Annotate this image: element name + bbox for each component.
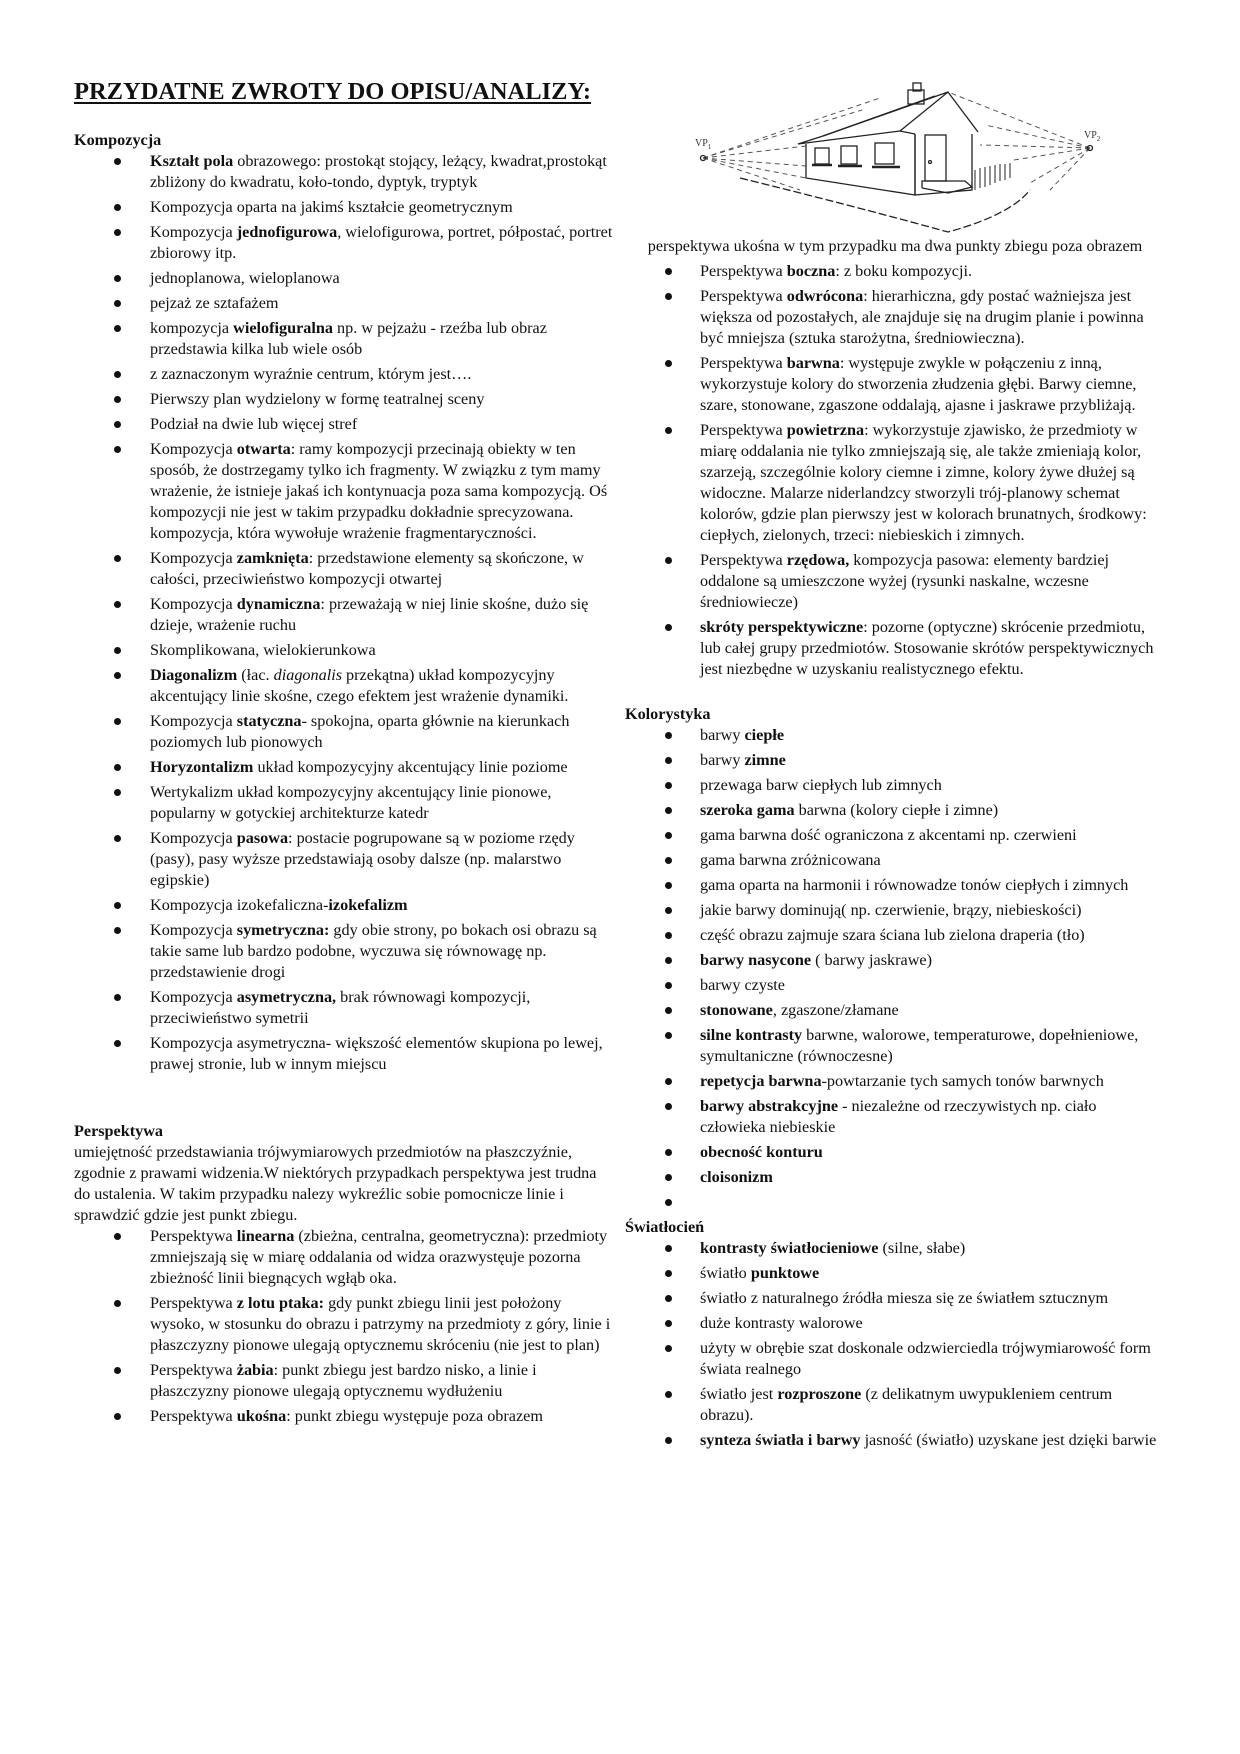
item-text: : przeważają w niej linie skośne, dużo się dzieje, wrażenie ruchu	[150, 595, 589, 634]
bullet-icon	[114, 371, 121, 378]
bold-term: rzędowa,	[786, 551, 850, 569]
item-text: Podział na dwie lub więcej stref	[150, 415, 358, 433]
bold-term: symetryczna:	[236, 921, 330, 939]
vp2-label: $VP_2$	[1084, 130, 1101, 143]
list-item	[74, 757, 614, 778]
item-text: gama barwna dość ograniczona z akcentami np. czerwieni	[700, 826, 1077, 844]
bullet-icon	[114, 1367, 121, 1374]
item-text: Perspektywa	[700, 421, 787, 439]
section-heading-kompozycja: Kompozycja	[74, 131, 162, 149]
item-text: Perspektywa	[700, 287, 787, 305]
item-text: (silne, słabe)	[878, 1239, 966, 1257]
bullet-icon	[665, 1437, 672, 1444]
bold-term: wielofiguralna	[233, 319, 333, 337]
item-text: przewaga barw ciepłych lub zimnych	[700, 776, 942, 794]
bullet-icon	[665, 1199, 672, 1206]
list-item	[74, 548, 614, 590]
bold-term: ciepłe	[744, 726, 785, 744]
item-text: Pierwszy plan wydzielony w formę teatralnej sceny	[150, 390, 485, 408]
item-text: Kompozycja asymetryczna- większość elementów skupiona po lewej, prawej stronie, lub w innym miejscu	[150, 1034, 603, 1073]
list-item	[625, 1313, 1165, 1334]
item-text: Perspektywa	[700, 354, 787, 372]
bold-term: linearna	[236, 1227, 295, 1245]
section-perspektywa-continued	[625, 261, 1165, 680]
bold-term: kontrasty światłocieniowe	[700, 1239, 879, 1257]
item-text: światło z naturalnego źródła miesza się ze światłem sztucznym	[700, 1289, 1109, 1307]
list-item	[74, 782, 614, 824]
bold-term: barwy abstrakcyjne	[700, 1097, 839, 1115]
bullet-icon	[114, 994, 121, 1001]
bold-term: Diagonalizm	[150, 666, 238, 684]
bullet-icon	[665, 982, 672, 989]
item-text: jednoplanowa, wieloplanowa	[150, 269, 340, 287]
list-item	[74, 222, 614, 264]
item-text: : punkt zbiegu jest bardzo nisko, a linie i płaszczyzny pionowe ulegają optycznemu wydłużeniu	[150, 1361, 537, 1400]
list-item	[74, 268, 614, 289]
bold-term: pasowa	[236, 829, 289, 847]
bullet-icon	[114, 718, 121, 725]
bold-term: boczna	[786, 262, 836, 280]
figure-caption: perspektywa ukośna w tym przypadku ma dwa punkty zbiegu poza obrazem	[647, 237, 1143, 255]
list-item	[625, 800, 1165, 821]
list-item	[625, 261, 1165, 282]
list-item	[625, 1263, 1165, 1284]
section-heading-perspektywa: Perspektywa	[74, 1122, 164, 1140]
bullet-icon	[665, 1149, 672, 1156]
item-text: gdy punkt zbiegu linii jest położony wysoko, w stosunku do obrazu i patrzymy na przedmioty z góry, linie i płaszczyzny pionowe ulegają optycznemu skróceniu (nie jest to plan)	[150, 1294, 611, 1354]
bold-term: zamknięta	[236, 549, 309, 567]
bold-term: skróty perspektywiczne	[700, 618, 864, 636]
bullet-icon	[665, 757, 672, 764]
bold-term: barwna	[786, 354, 840, 372]
list-item	[625, 1384, 1165, 1426]
item-text: Kompozycja	[150, 829, 237, 847]
bold-term: Kształt pola	[150, 152, 234, 170]
bullet-icon	[665, 1007, 672, 1014]
item-text: : wykorzystuje zjawisko, że przedmioty w miarę oddalania nie tylko zmniejszają się, ale także zmieniają kolor, szarzeją, szczególnie kolory ciemne i zimne, kolory żywe dłużej są widoczne. Malarze niderlandzcy stworzyli trój-planowy schemat kolorów, gdzie plan pierwszy jest w kolorach brunatnych, środkowy: ciepłych, zielonych, trzeci: niebieskich i zimnych.	[700, 421, 1147, 544]
spacer	[625, 684, 1165, 704]
item-text: Perspektywa	[700, 262, 787, 280]
bullet-icon	[114, 764, 121, 771]
list-item	[625, 925, 1165, 946]
item-text: Kompozycja	[150, 595, 237, 613]
bullet-icon	[665, 782, 672, 789]
item-text: barwy	[700, 751, 745, 769]
item-text: brak równowagi kompozycji, przeciwieństwo symetrii	[150, 988, 531, 1027]
bullet-icon	[665, 1174, 672, 1181]
item-text: barwy czyste	[700, 976, 785, 994]
bold-term: obecność konturu	[700, 1143, 823, 1161]
bullet-icon	[665, 732, 672, 739]
section-kolorystyka	[625, 704, 1165, 1213]
list-item	[74, 1406, 614, 1427]
list-item	[74, 318, 614, 360]
bold-term: otwarta	[236, 440, 291, 458]
bullet-icon	[114, 229, 121, 236]
perspektywa-continued-list	[625, 261, 1165, 680]
section-heading-swiatlocien: Światłocień	[625, 1218, 705, 1236]
bullet-icon	[114, 789, 121, 796]
bullet-icon	[114, 1413, 121, 1420]
item-text: obrazowego: prostokąt stojący, leżący, kwadrat,prostokąt zbliżony do kwadratu, koło-tondo, dyptyk, tryptyk	[150, 152, 607, 191]
vp1-label: $VP_1$	[695, 138, 712, 151]
bold-term: izokefalizm	[328, 896, 408, 914]
item-text: : hierarhiczna, gdy postać ważniejsza jest większa od pozostałych, ale znajduje się na drugim planie i powinna być mniejsza (sztuka starożytna, średniowieczna).	[700, 287, 1144, 347]
bullet-icon	[665, 557, 672, 564]
list-item	[625, 1167, 1165, 1188]
bold-term: silne kontrasty	[700, 1026, 803, 1044]
bullet-icon	[114, 835, 121, 842]
list-item	[74, 895, 614, 916]
list-item	[625, 1430, 1165, 1451]
bullet-icon	[114, 647, 121, 654]
list-item	[625, 825, 1165, 846]
item-text: kompozycja	[150, 319, 234, 337]
list-item	[74, 151, 614, 193]
item-text: Kompozycja	[150, 549, 237, 567]
list-item	[625, 353, 1165, 416]
bullet-icon	[665, 1078, 672, 1085]
spacer	[74, 1079, 614, 1121]
item-text: : punkt zbiegu występuje poza obrazem	[286, 1407, 543, 1425]
item-text: z zaznaczonym wyraźnie centrum, którym jest….	[150, 365, 472, 383]
item-text: światło jest	[700, 1385, 778, 1403]
item-text: światło	[700, 1264, 751, 1282]
bold-term: rozproszone	[777, 1385, 862, 1403]
item-text: Perspektywa	[150, 1227, 237, 1245]
bullet-icon	[114, 300, 121, 307]
list-item	[625, 420, 1165, 546]
section-kompozycja	[74, 130, 614, 1075]
section-heading-kolorystyka: Kolorystyka	[625, 705, 711, 723]
bullet-icon	[665, 1103, 672, 1110]
list-item	[74, 364, 614, 385]
item-text: Wertykalizm układ kompozycyjny akcentujący linie pionowe, popularny w gotyckiej architekturze katedr	[150, 783, 552, 822]
item-text: (łac.	[237, 666, 274, 684]
item-text: Kompozycja	[150, 712, 237, 730]
item-text: (z delikatnym uwypukleniem centrum obrazu).	[700, 1385, 1113, 1424]
bold-term: dynamiczna	[236, 595, 321, 613]
section-perspektywa	[74, 1121, 614, 1427]
bold-term: żabia	[236, 1361, 274, 1379]
bullet-icon	[665, 1245, 672, 1252]
item-text: pejzaż ze sztafażem	[150, 294, 279, 312]
item-text: Kompozycja	[150, 988, 237, 1006]
list-item	[74, 1033, 614, 1075]
item-text: jakie barwy dominują( np. czerwienie, brązy, niebieskości)	[700, 901, 1082, 919]
bold-term: asymetryczna,	[236, 988, 337, 1006]
list-item	[625, 1096, 1165, 1138]
bullet-icon	[114, 204, 121, 211]
two-point-perspective-house-drawing	[625, 78, 1165, 238]
bullet-icon	[114, 672, 121, 679]
kompozycja-list	[74, 151, 614, 1075]
item-text: : przedstawione elementy są skończone, w całości, przeciwieństwo kompozycji otwartej	[150, 549, 584, 588]
bullet-icon	[114, 555, 121, 562]
bullet-icon	[665, 1032, 672, 1039]
item-text: barwne, walorowe, temperaturowe, dopełnieniowe, symultaniczne (równoczesne)	[700, 1026, 1139, 1065]
left-column	[74, 130, 614, 1431]
page-title: PRZYDATNE ZWROTY DO OPISU/ANALIZY:	[74, 78, 592, 105]
bullet-icon	[114, 325, 121, 332]
item-text: Perspektywa	[150, 1294, 237, 1312]
bold-term: synteza światła i barwy	[700, 1431, 861, 1449]
bullet-icon	[114, 158, 121, 165]
bold-term: punktowe	[750, 1264, 820, 1282]
bullet-icon	[114, 1233, 121, 1240]
item-text: Perspektywa	[700, 551, 787, 569]
perspective-house-figure	[625, 78, 1165, 236]
bold-term: cloisonizm	[700, 1168, 773, 1186]
bullet-icon	[114, 1300, 121, 1307]
bold-term: szeroka gama	[700, 801, 795, 819]
list-item	[625, 725, 1165, 746]
item-text: - spokojna, oparta głównie na kierunkach poziomych lub pionowych	[150, 712, 570, 751]
list-item	[74, 711, 614, 753]
bullet-icon	[665, 1295, 672, 1302]
list-item	[625, 617, 1165, 680]
list-item	[625, 1288, 1165, 1309]
item-text: Kompozycja oparta na jakimś kształcie geometrycznym	[150, 198, 513, 216]
kolorystyka-list	[625, 725, 1165, 1213]
bullet-icon	[114, 1040, 121, 1047]
bullet-icon	[665, 932, 672, 939]
list-item	[74, 439, 614, 544]
item-text: Perspektywa	[150, 1407, 237, 1425]
item-text: : występuje zwykle w połączeniu z inną, wykorzystuje kolory do stworzenia złudzenia głębi. Barwy ciemne, szare, stonowane, zgaszone oddalają, ajasne i jaskrawe przybliżają.	[700, 354, 1137, 414]
bullet-icon	[114, 927, 121, 934]
bullet-icon	[114, 902, 121, 909]
bold-term: ukośna	[236, 1407, 287, 1425]
bold-term: zimne	[744, 751, 786, 769]
item-text: ( barwy jaskrawe)	[811, 951, 932, 969]
list-item	[625, 950, 1165, 971]
bold-term: odwrócona	[786, 287, 864, 305]
list-item	[74, 293, 614, 314]
right-column	[625, 78, 1165, 1455]
list-item	[74, 828, 614, 891]
item-text: gdy obie strony, po bokach osi obrazu są takie same lub bardzo podobne, wyczuwa się równowagę np. przedstawienie drogi	[150, 921, 597, 981]
item-text: Perspektywa	[150, 1361, 237, 1379]
bullet-icon	[665, 807, 672, 814]
bullet-icon	[665, 907, 672, 914]
bullet-icon	[665, 1391, 672, 1398]
item-text: np. w pejzażu - rzeźba lub obraz przedstawia kilka lub wiele osób	[150, 319, 547, 358]
item-text: Skomplikowana, wielokierunkowa	[150, 641, 376, 659]
list-item	[74, 920, 614, 983]
bullet-icon	[665, 427, 672, 434]
list-item	[625, 550, 1165, 613]
list-item	[625, 975, 1165, 996]
list-item	[625, 1071, 1165, 1092]
bullet-icon	[114, 396, 121, 403]
swiatlocien-list	[625, 1238, 1165, 1451]
bullet-icon	[665, 1345, 672, 1352]
list-item	[74, 1226, 614, 1289]
list-item	[74, 1360, 614, 1402]
bullet-icon	[665, 882, 672, 889]
list-item	[74, 665, 614, 707]
bold-term: powietrzna	[786, 421, 865, 439]
list-item	[74, 640, 614, 661]
item-text: - niezależne od rzeczywistych np. ciało człowieka niebieskie	[700, 1097, 1097, 1136]
item-text: użyty w obrębie szat doskonale odzwierciedla trójwymiarowość form świata realnego	[700, 1339, 1151, 1378]
list-item	[625, 900, 1165, 921]
list-item	[625, 1192, 1165, 1213]
list-item	[625, 286, 1165, 349]
bullet-icon	[114, 601, 121, 608]
item-text: , zgaszone/złamane	[772, 1001, 899, 1019]
list-item	[625, 850, 1165, 871]
list-item	[74, 1293, 614, 1356]
item-text: gama barwna zróżnicowana	[700, 851, 881, 869]
item-text: Kompozycja	[150, 440, 237, 458]
bullet-icon	[665, 1320, 672, 1327]
list-item	[74, 987, 614, 1029]
list-item	[625, 1338, 1165, 1380]
list-item	[74, 389, 614, 410]
item-text: barwy	[700, 726, 745, 744]
item-text: Kompozycja	[150, 921, 237, 939]
item-text: -powtarzanie tych samych tonów barwnych	[821, 1072, 1104, 1090]
item-text: układ kompozycyjny akcentujący linie poziome	[253, 758, 568, 776]
list-item	[625, 1142, 1165, 1163]
item-text: Kompozycja	[150, 223, 237, 241]
bullet-icon	[114, 421, 121, 428]
list-item	[625, 750, 1165, 771]
item-text: : z boku kompozycji.	[835, 262, 972, 280]
list-item	[625, 1000, 1165, 1021]
bullet-icon	[665, 624, 672, 631]
item-text: Kompozycja izokefaliczna-	[150, 896, 329, 914]
list-item	[625, 1025, 1165, 1067]
item-text: gama oparta na harmonii i równowadze tonów ciepłych i zimnych	[700, 876, 1129, 894]
item-text: : postacie pogrupowane są w poziome rzędy (pasy), pasy wyższe przedstawiają osoby dalsze (np. malarstwo egipskie)	[150, 829, 575, 889]
item-text: , wielofigurowa, portret, półpostać, portret zbiorowy itp.	[150, 223, 613, 262]
perspektywa-list	[74, 1226, 614, 1427]
list-item	[625, 775, 1165, 796]
bold-term: barwy nasycone	[700, 951, 812, 969]
section-swiatlocien	[625, 1217, 1165, 1451]
italic-term: diagonalis	[273, 666, 342, 684]
bullet-icon	[665, 360, 672, 367]
list-item	[74, 414, 614, 435]
item-text: (zbieżna, centralna, geometryczna): przedmioty zmniejszają się w miarę oddalania od widza orazwystęuje pozorna zbieżność linii biegnących wgłąb oka.	[150, 1227, 608, 1287]
perspektywa-intro: umiejętność przedstawiania trójwymiarowych przedmiotów na płaszczyźnie, zgodnie z prawami widzenia.W niektórych przypadkach perspektywa jest trudna do ustalenia. W takim przypadku nalezy wykreźlic sobie pomocnicze linie i sprawdzić gdzie jest punkt zbiegu.	[74, 1143, 597, 1224]
bullet-icon	[665, 268, 672, 275]
bold-term: jednofigurowa	[236, 223, 338, 241]
item-text: część obrazu zajmuje szara ściana lub zielona draperia (tło)	[700, 926, 1085, 944]
bullet-icon	[114, 446, 121, 453]
item-text: barwna (kolory ciepłe i zimne)	[794, 801, 999, 819]
item-text: : ramy kompozycji przecinają obiekty w ten sposób, że dostrzegamy tylko ich fragmenty. W związku z tym mamy wrażenie, że istnieje jakaś ich kontynuacja poza sama kompozycją. Oś kompozycji nie jest w takim przypadku dokładnie sprecyzowana. kompozycja, która wywołuje wrażenie fragmentaryczności.	[150, 440, 608, 542]
bold-term: statyczna	[236, 712, 302, 730]
bullet-icon	[665, 1270, 672, 1277]
list-item	[625, 1238, 1165, 1259]
bullet-icon	[665, 832, 672, 839]
bullet-icon	[665, 957, 672, 964]
list-item	[74, 594, 614, 636]
bold-term: Horyzontalizm	[150, 758, 254, 776]
item-text: : pozorne (optyczne) skrócenie przedmiotu, lub całej grupy przedmiotów. Stosowanie skrótów perspektywicznych jest niezbędne w uzyskaniu realistycznego efektu.	[700, 618, 1154, 678]
list-item	[74, 197, 614, 218]
item-text: przekątna) układ kompozycyjny akcentujący linie skośne, czego efektem jest wrażenie dynamiki.	[150, 666, 569, 705]
bullet-icon	[665, 293, 672, 300]
bold-term: repetycja barwna	[700, 1072, 822, 1090]
bold-term: stonowane	[700, 1001, 773, 1019]
bullet-icon	[114, 275, 121, 282]
list-item	[625, 875, 1165, 896]
bullet-icon	[665, 857, 672, 864]
item-text: jasność (światło) uzyskane jest dzięki barwie	[860, 1431, 1157, 1449]
item-text: duże kontrasty walorowe	[700, 1314, 863, 1332]
bold-term: z lotu ptaka:	[236, 1294, 325, 1312]
item-text: kompozycja pasowa: elementy bardziej oddalone są umieszczone wyżej (rysunki naskalne, wczesne średniowiecze)	[700, 551, 1110, 611]
